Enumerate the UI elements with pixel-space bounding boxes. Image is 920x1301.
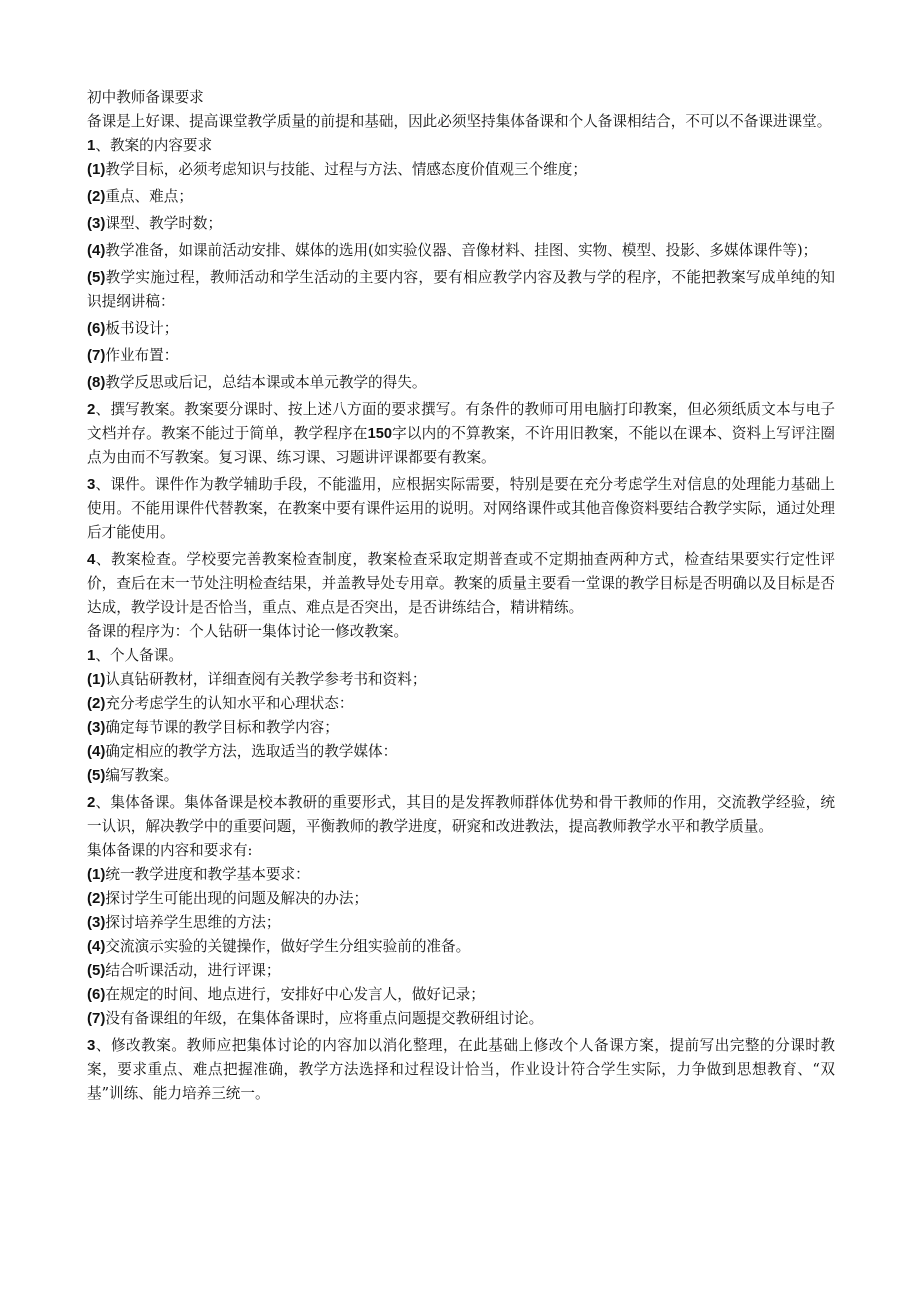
item-number: (1) [87, 866, 106, 883]
item-text: 在规定的时间、地点进行，安排好中心发言人，做好记录； [105, 986, 485, 1003]
section-text: 、教案检查。学校要完善教案检查制度，教案检查采取定期普查或不定期抽查两种方式，检查结果要实行定性评价，查后在末一节处注明检查结果，并盖教导处专用章。教案的质量主要看一堂课的教学目标是否明确以及目标是否达成，教学设计是否恰当，重点、难点是否突出，是否讲练结合，精讲精练。 [87, 551, 835, 616]
item-number: (5) [87, 962, 106, 979]
item-number: (3) [87, 215, 106, 232]
section-heading [87, 644, 835, 668]
item-text: 没有备课组的年级，在集体备课时，应将重点问题提交教研组讨论。 [105, 1010, 544, 1027]
procedure-line: 备课的程序为：个人钻研一集体讨论一修改教案。 [87, 623, 409, 640]
section-number: 2 [87, 401, 96, 418]
section-number: 4 [87, 551, 96, 568]
item-text: 探讨学生可能出现的问题及解决的办法； [105, 890, 369, 907]
item-text: 充分考虑学生的认知水平和心理状态： [105, 695, 354, 712]
list-item [87, 371, 835, 395]
item-number: (2) [87, 695, 106, 712]
item-number: (2) [87, 890, 106, 907]
item-text: 交流演示实验的关键操作，做好学生分组实验前的准备。 [105, 938, 471, 955]
list-item [87, 764, 835, 788]
item-text: 教学目标，必须考虑知识与技能、过程与方法、情感态度价值观三个维度； [105, 161, 587, 178]
section-text: 字以内的不算教案，不许用旧教案，不能以在课本、资料上写评注圈点为由而不写教案。复习课、练习课、习题讲评课都要有教案。 [87, 425, 835, 466]
section-paragraph [87, 791, 835, 839]
item-number: (8) [87, 374, 106, 391]
item-text: 确定相应的教学方法，选取适当的教学媒体： [105, 743, 398, 760]
list-item [87, 959, 835, 983]
list-item [87, 668, 835, 692]
list-item [87, 239, 835, 263]
section-text: 、集体备课。集体备课是校本教研的重要形式，其目的是发挥教师群体优势和骨干教师的作用，交流教学经验，统一认识，解决教学中的重要问题，平衡教师的教学进度，研窕和改进教法，提高教师教学水平和教学质量。 [87, 794, 835, 835]
item-text: 教学实施过程，教师活动和学生活动的主要内容，要有相应教学内容及教与学的程序，不能把教案写成单纯的知识提纲讲稿： [87, 269, 835, 310]
item-number: (5) [87, 767, 106, 784]
list-item [87, 344, 835, 368]
list-item [87, 863, 835, 887]
list-item [87, 887, 835, 911]
list-item [87, 1007, 835, 1031]
list-item [87, 185, 835, 209]
list-item [87, 935, 835, 959]
item-number: (4) [87, 242, 106, 259]
item-number: (6) [87, 986, 106, 1003]
item-text: 板书设计； [105, 320, 179, 337]
item-number: (6) [87, 320, 106, 337]
list-item [87, 158, 835, 182]
item-text: 教学准备，如课前活动安排、媒体的选用(如实验仪器、音像材料、挂图、实物、模型、投影、多媒体课件等)； [105, 242, 818, 259]
item-number: (2) [87, 188, 106, 205]
list-item [87, 740, 835, 764]
section-number: 3 [87, 476, 96, 493]
item-number: (1) [87, 161, 106, 178]
list-item [87, 692, 835, 716]
section-paragraph [87, 398, 835, 470]
item-number: (4) [87, 743, 106, 760]
section-text: 、课件。课件作为教学辅助手段，不能滥用，应根据实际需要，特别是要在充分考虑学生对信息的处理能力基础上使用。不能用课件代替教案，在教案中要有课件运用的说明。对网络课件或其他音像资料要结合教学实际，通过处理后才能使用。 [87, 476, 835, 541]
list-item [87, 716, 835, 740]
list-item [87, 212, 835, 236]
list-item [87, 266, 835, 314]
section-heading [87, 134, 835, 158]
item-number: (1) [87, 671, 106, 688]
intro-paragraph: 备课是上好课、提高课堂教学质量的前提和基础，因此必须坚持集体备课和个人备课相结合，不可以不备课进课堂。 [87, 113, 832, 130]
item-text: 编写教案。 [105, 767, 179, 784]
item-text: 课型、教学时数； [105, 215, 223, 232]
section-number: 1 [87, 137, 96, 154]
list-item [87, 983, 835, 1007]
section-paragraph [87, 1034, 835, 1106]
item-number: (3) [87, 914, 106, 931]
item-number: (3) [87, 719, 106, 736]
item-text: 确定每节课的教学目标和教学内容； [105, 719, 339, 736]
document-title: 初中教师备课要求 [87, 89, 204, 106]
item-text: 探讨培养学生思维的方法； [105, 914, 281, 931]
item-number: (7) [87, 1010, 106, 1027]
item-text: 认真钻研教材，详细查阅有关教学参考书和资料； [105, 671, 427, 688]
section-text: 、撰写教案。教案要分课时、按上述八方面的要求撰写。有条件的教师可用电脑打印教案，但必须纸质文本与电子文档并存。教案不能过于简单，教学程序在 [87, 401, 835, 442]
item-number: (7) [87, 347, 106, 364]
section-paragraph [87, 473, 835, 545]
item-text: 重点、难点； [105, 188, 193, 205]
item-number: (5) [87, 269, 106, 286]
sub-heading: 集体备课的内容和要求有: [87, 842, 253, 859]
section-number: 3 [87, 1037, 96, 1054]
section-paragraph [87, 548, 835, 620]
section-heading-text: 、个人备课。 [95, 647, 183, 664]
bold-number: 150 [367, 426, 392, 442]
item-text: 教学反思或后记，总结本课或本单元教学的得失。 [105, 374, 427, 391]
section-number: 1 [87, 647, 96, 664]
list-item [87, 911, 835, 935]
document-page [87, 86, 835, 1106]
item-text: 统一教学进度和教学基本要求： [105, 866, 310, 883]
item-text: 作业布置： [105, 347, 179, 364]
section-number: 2 [87, 794, 96, 811]
list-item [87, 317, 835, 341]
section-text: 、修改教案。教师应把集体讨论的内容加以消化整理，在此基础上修改个人备课方案，提前写出完整的分课时教案，要求重点、难点把握准确，教学方法选择和过程设计恰当，作业设计符合学生实际，力争做到思想教育、“双基”训练、能力培养三统一。 [87, 1037, 835, 1102]
item-text: 结合听课活动，进行评课； [105, 962, 281, 979]
section-heading-text: 、教案的内容要求 [95, 137, 213, 154]
item-number: (4) [87, 938, 106, 955]
